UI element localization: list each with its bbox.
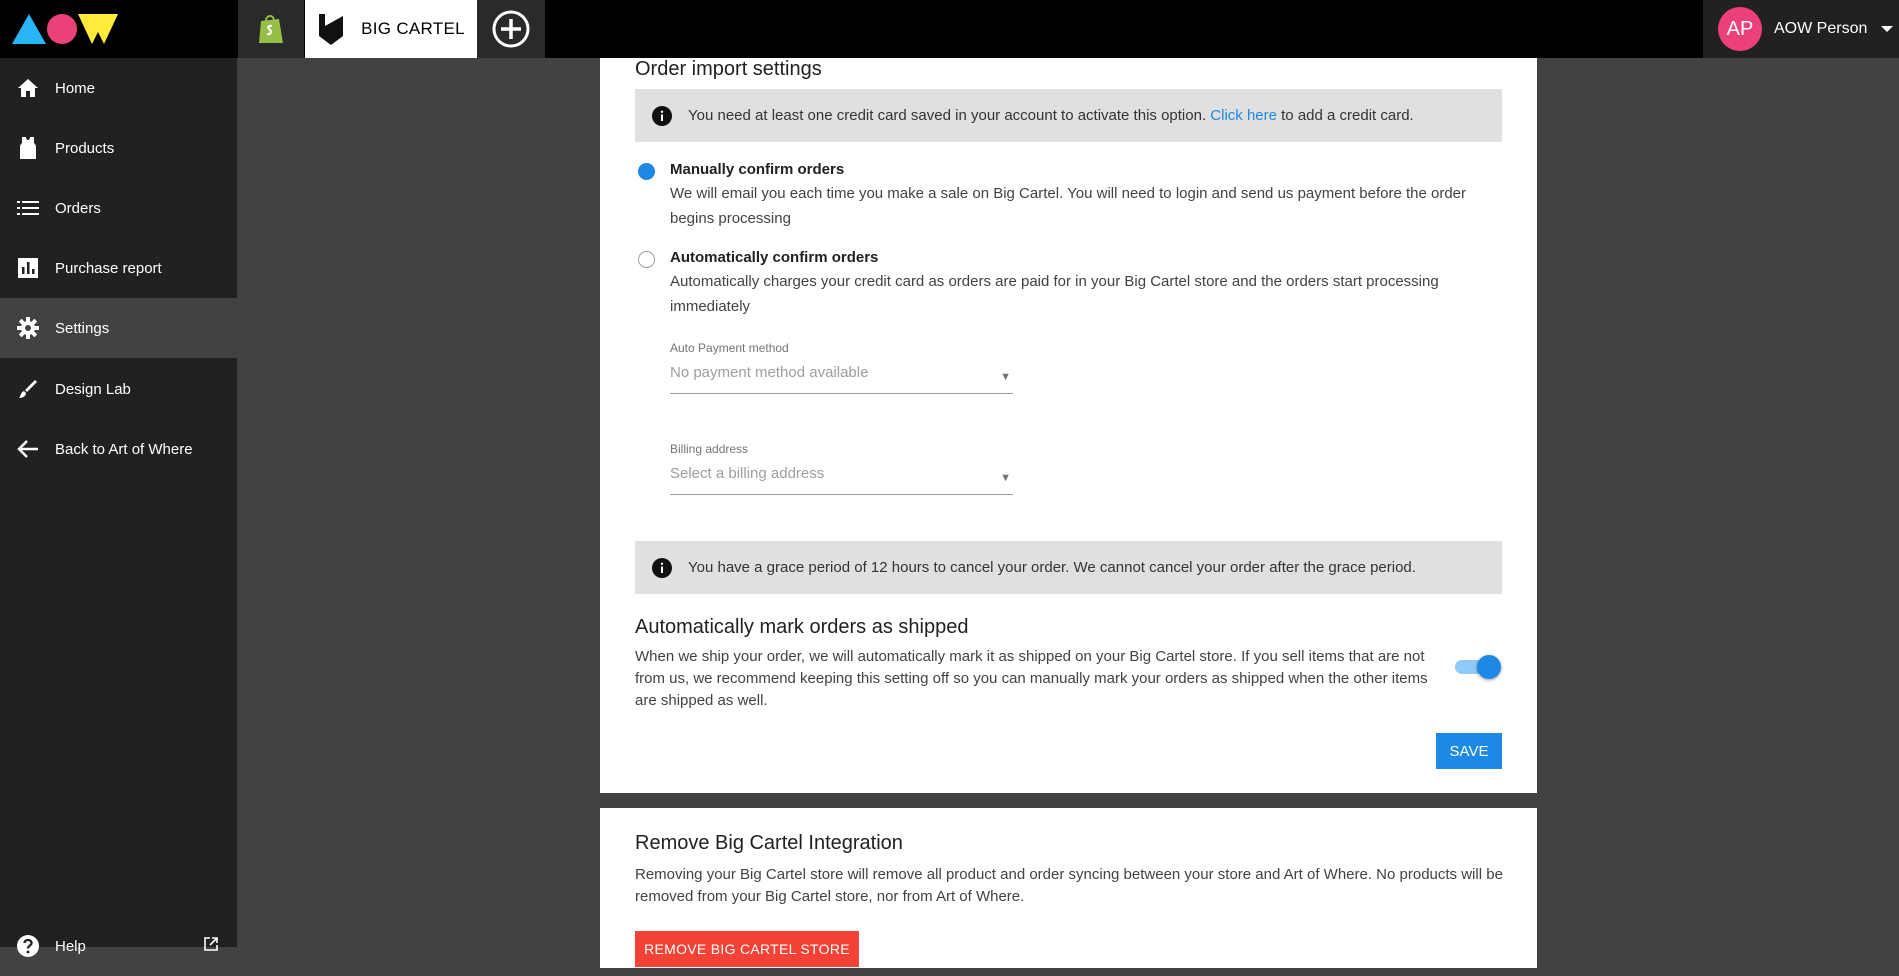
help-label: Help [55, 937, 86, 955]
add-store-button[interactable] [477, 0, 545, 58]
remove-big-cartel-store-button[interactable]: REMOVE BIG CARTEL STORE [635, 931, 859, 967]
sidebar-item-help[interactable] [0, 916, 237, 976]
manual-confirm-option[interactable] [635, 160, 1502, 231]
manual-confirm-radio[interactable] [638, 163, 655, 180]
user-name: AOW Person [1774, 20, 1868, 37]
mark-shipped-line-3: are shipped as well. [635, 692, 768, 709]
manual-confirm-desc-1: We will email you each time you make a sale on Big Cartel. You will need to login and send us payment before the order [670, 185, 1467, 202]
aow-logo[interactable] [12, 12, 118, 46]
save-button[interactable]: SAVE [1436, 733, 1502, 769]
big-cartel-icon [317, 12, 347, 46]
sidebar-item-home[interactable] [0, 58, 237, 118]
tab-shopify[interactable] [238, 0, 304, 58]
auto-payment-method-label: Auto Payment method [670, 341, 789, 355]
billing-address-field [670, 442, 1013, 495]
billing-address-value: Select a billing address [670, 465, 825, 482]
user-menu[interactable] [1703, 0, 1899, 58]
bar-chart-icon [16, 256, 40, 280]
sidebar-item-design-lab[interactable] [0, 359, 237, 419]
credit-card-info-text-end: to add a credit card. [1281, 107, 1414, 124]
add-circle-icon [492, 10, 530, 48]
mark-shipped-line-1: When we ship your order, we will automatically mark it as shipped on your Big Cartel store. If you sell items that are not [635, 648, 1425, 665]
mark-shipped-title: Automatically mark orders as shipped [635, 616, 969, 638]
auto-confirm-title: Automatically confirm orders [670, 249, 879, 266]
info-icon [652, 106, 672, 126]
remove-integration-card [600, 808, 1537, 968]
list-icon [16, 196, 40, 220]
billing-address-select[interactable] [670, 463, 1013, 495]
sidebar-item-back-to-art-of-where[interactable] [0, 419, 237, 479]
auto-confirm-radio[interactable] [638, 251, 655, 268]
auto-confirm-desc-2: immediately [670, 298, 751, 315]
credit-card-info-banner [635, 89, 1502, 142]
add-credit-card-link[interactable]: Click here [1210, 107, 1277, 124]
remove-integration-description [635, 864, 1503, 908]
home-icon [16, 76, 40, 100]
remove-line-1: Removing your Big Cartel store will remove all product and order syncing between your store and Art of Where. No products will be [635, 866, 1503, 883]
brush-icon [16, 377, 40, 401]
mark-shipped-toggle[interactable] [1455, 655, 1501, 679]
billing-address-label: Billing address [670, 442, 749, 456]
big-cartel-label: BIG CARTEL [361, 19, 465, 38]
sidebar-item-purchase-report[interactable] [0, 238, 237, 298]
sidebar-item-label: Back to Art of Where [55, 440, 193, 458]
remove-integration-title: Remove Big Cartel Integration [635, 832, 903, 854]
help-circle-icon [16, 934, 40, 958]
shopify-bag-icon [257, 13, 285, 45]
auto-confirm-option[interactable] [635, 248, 1502, 319]
sidebar-item-settings[interactable] [0, 298, 237, 358]
grace-period-text: You have a grace period of 12 hours to cancel your order. We cannot cancel your order after the grace period. [688, 559, 1416, 576]
toggle-thumb [1477, 655, 1501, 679]
sidebar-item-label: Home [55, 79, 96, 97]
auto-payment-method-select[interactable] [670, 362, 1013, 394]
gear-icon [16, 316, 40, 340]
auto-confirm-desc-1: Automatically charges your credit card as orders are paid for in your Big Cartel store and the orders start processing [670, 273, 1439, 290]
dropdown-arrow-icon: ▼ [1000, 472, 1011, 484]
sidebar-item-label: Settings [55, 319, 110, 337]
grace-period-info-banner [635, 541, 1502, 594]
manual-confirm-desc-2: begins processing [670, 210, 791, 227]
auto-payment-method-value: No payment method available [670, 364, 869, 381]
dropdown-arrow-icon: ▼ [1000, 371, 1011, 383]
sidebar-item-orders[interactable] [0, 178, 237, 238]
sidebar [0, 58, 237, 955]
order-import-title: Order import settings [635, 58, 822, 80]
external-link-icon [204, 937, 218, 951]
sidebar-item-label: Products [55, 139, 115, 157]
top-bar [0, 0, 1899, 58]
mark-shipped-line-2: from us, we recommend keeping this setting off so you can manually mark your orders as shipped when the other items [635, 670, 1428, 687]
avatar: AP [1718, 7, 1762, 51]
sidebar-item-label: Design Lab [55, 380, 131, 398]
sidebar-item-label: Orders [55, 199, 101, 217]
remove-line-2: removed from your Big Cartel store, nor from Art of Where. [635, 888, 1025, 905]
mark-shipped-description [635, 646, 1428, 712]
shirt-icon [16, 136, 40, 160]
arrow-left-icon [16, 437, 40, 461]
order-settings-card [600, 58, 1537, 793]
manual-confirm-title: Manually confirm orders [670, 161, 845, 178]
chevron-down-icon [1881, 26, 1893, 32]
auto-payment-method-field [670, 341, 1013, 394]
sidebar-item-products[interactable] [0, 118, 237, 178]
info-icon [652, 558, 672, 578]
tab-big-cartel[interactable] [305, 0, 477, 58]
credit-card-info-text: You need at least one credit card saved in your account to activate this option. [688, 107, 1207, 124]
sidebar-item-label: Purchase report [55, 259, 162, 277]
